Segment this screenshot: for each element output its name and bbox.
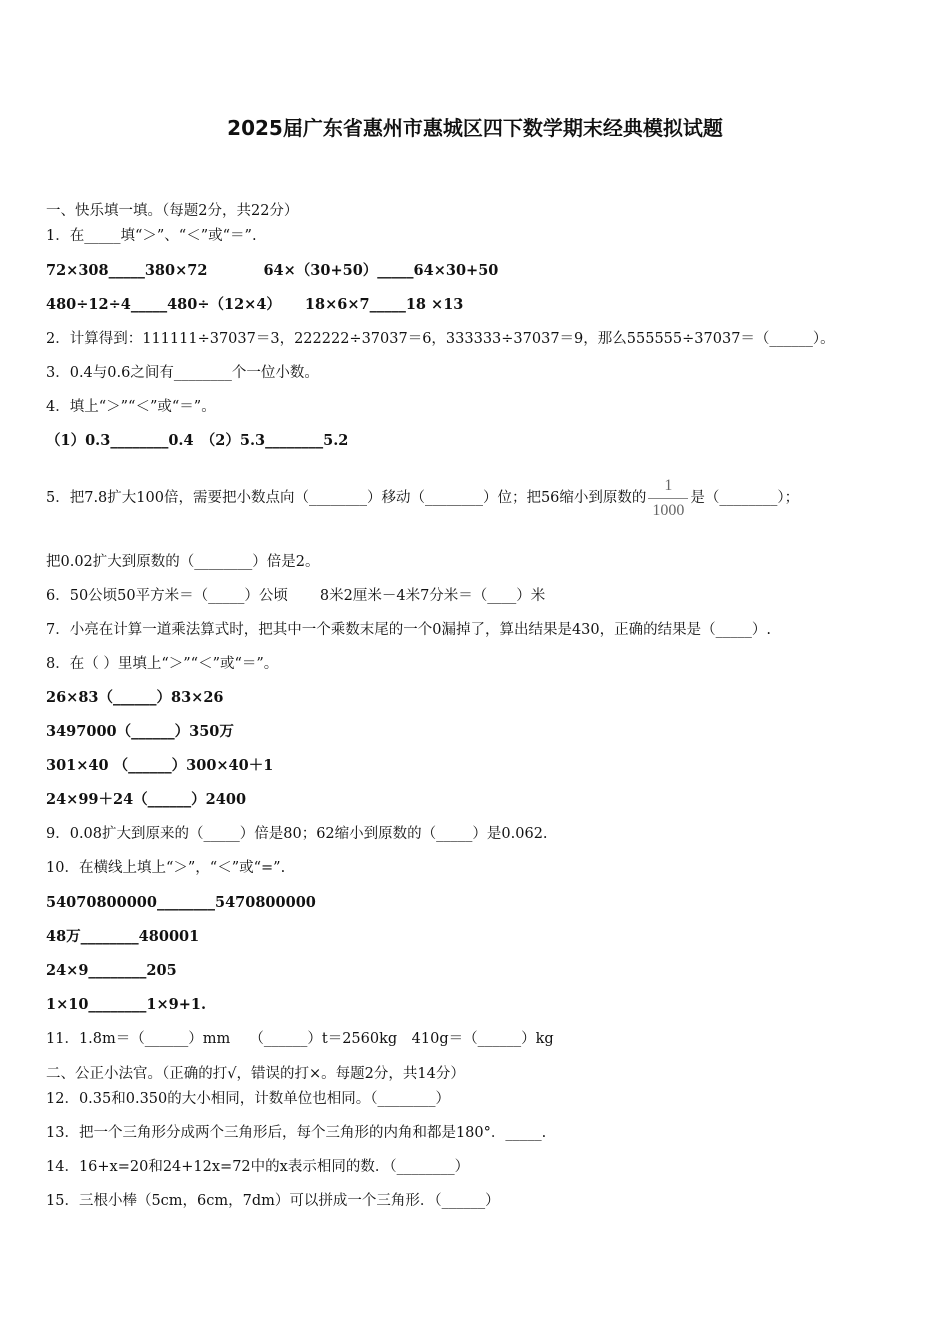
question-4-row: （1）0.3________0.4 （2）5.3________5.2 [46, 432, 349, 449]
question-2: 2．计算得到：111111÷37037＝3，222222÷37037＝6，333333÷37037＝9，那么555555÷37037＝（______）。 [46, 331, 835, 347]
fraction-numerator: 1 [664, 476, 673, 494]
q1-item-2a: 480÷12÷4_____480÷（12×4） [46, 296, 281, 313]
question-9: 9．0.08扩大到原来的（_____）倍是80；62缩小到原数的（_____）是0.062. [46, 826, 548, 842]
question-1: 1．在_____填“＞”、“＜”或“＝”. [46, 228, 257, 244]
q1-item-1a: 72×308_____380×72 [46, 262, 208, 279]
page-title: 2025届广东省惠州市惠城区四下数学期末经典模拟试题 [227, 116, 723, 140]
question-6 [46, 586, 545, 606]
question-7: 7．小亮在计算一道乘法算式时，把其中一个乘数末尾的一个0漏掉了，算出结果是430，正确的结果是（_____）. [46, 622, 771, 638]
fraction [648, 477, 688, 520]
q6-part-a: 6．50公顷50平方米＝（_____）公顷 [46, 588, 288, 604]
question-8-item: 3497000（______）350万 [46, 723, 234, 740]
question-10-item: 48万________480001 [46, 928, 200, 945]
section-heading-2: 二、公正小法官。（正确的打√，错误的打×。每题2分，共14分） [46, 1066, 465, 1082]
q1-item-1b: 64×（30+50）_____64×30+50 [263, 262, 499, 279]
q5-part-1: 5．把7.8扩大100倍，需要把小数点向（________）移动（________）位；把56缩小到原数的 [46, 490, 647, 506]
question-1-row-2 [46, 295, 463, 315]
question-10-item: 1×10________1×9+1. [46, 996, 207, 1013]
section-heading-1: 一、快乐填一填。（每题2分，共22分） [46, 203, 299, 219]
question-4: 4．填上“＞”“＜”或“＝”。 [46, 399, 216, 415]
question-15: 15．三根小棒（5cm，6cm，7dm）可以拼成一个三角形．（______） [46, 1193, 500, 1209]
q1-item-2b: 18×6×7_____18 ×13 [304, 296, 464, 313]
question-5 [46, 468, 799, 528]
question-10: 10．在横线上填上“＞”，“＜”或“=”. [46, 860, 286, 876]
question-8-item: 24×99＋24（______）2400 [46, 791, 247, 808]
question-11: 11．1.8m＝（______）mm （______）t＝2560kg 410g＝（______）kg [46, 1031, 554, 1047]
question-8-item: 301×40 （______）300×40＋1 [46, 757, 274, 774]
fraction-denominator: 1000 [652, 501, 685, 519]
question-8: 8．在（ ）里填上“＞”“＜”或“＝”。 [46, 656, 279, 672]
question-3: 3．0.4与0.6之间有________个一位小数。 [46, 365, 319, 381]
question-13: 13．把一个三角形分成两个三角形后，每个三角形的内角和都是180°．_____. [46, 1125, 547, 1141]
question-1-row-1 [46, 261, 498, 281]
question-14: 14．16+x=20和24+12x=72中的x表示相同的数．（________） [46, 1159, 470, 1175]
question-5-line-2: 把0.02扩大到原数的（________）倍是2。 [46, 554, 320, 570]
q5-part-2: 是（________）； [690, 490, 800, 506]
question-8-item: 26×83（______）83×26 [46, 689, 224, 706]
q6-part-b: 8米2厘米－4米7分米＝（____）米 [319, 588, 546, 604]
question-10-item: 24×9________205 [46, 962, 177, 979]
question-12: 12．0.35和0.350的大小相同，计数单位也相同。（________） [46, 1091, 450, 1107]
question-10-item: 54070800000________5470800000 [46, 894, 316, 911]
